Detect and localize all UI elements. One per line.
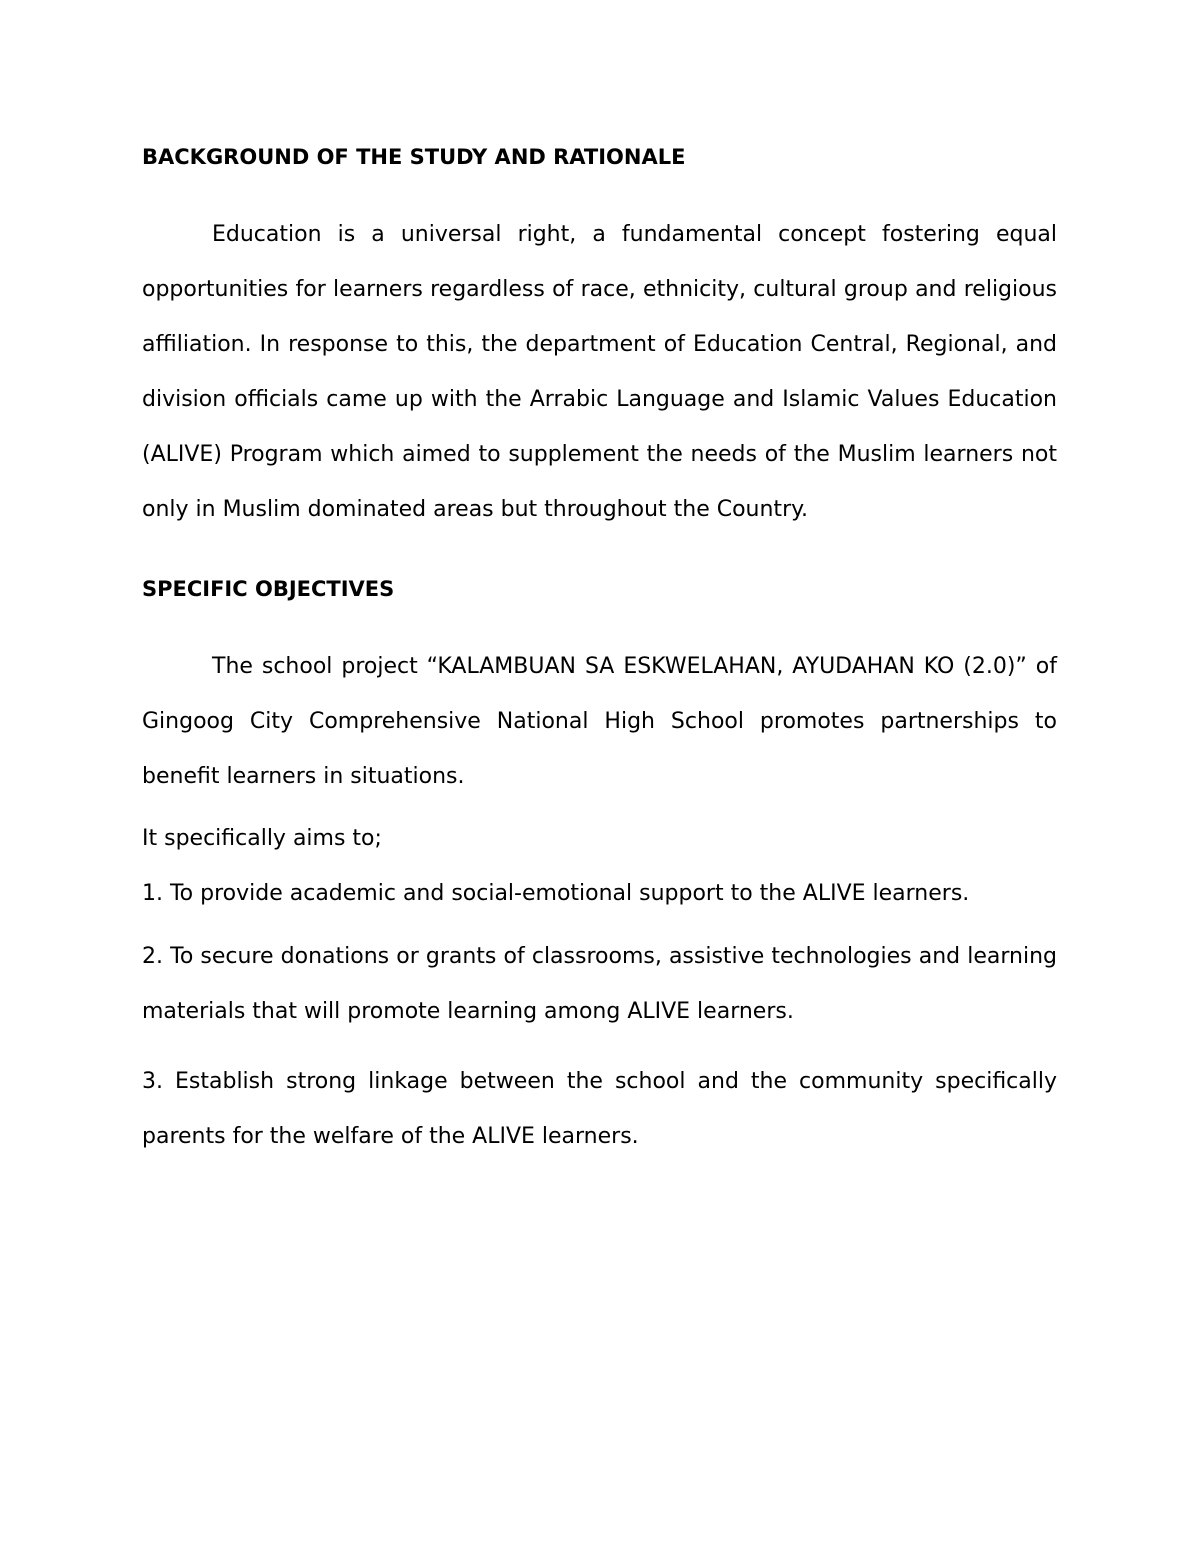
- objective-item-2: 2. To secure donations or grants of classrooms, assistive technologies and learning materials that will promote learning among ALIVE learners.: [142, 944, 1057, 1024]
- aims-intro: It specifically aims to;: [142, 826, 382, 851]
- document-page: [142, 137, 1057, 1164]
- objectives-heading: SPECIFIC OBJECTIVES: [142, 577, 395, 601]
- project-paragraph: The school project “KALAMBUAN SA ESKWELAHAN, AYUDAHAN KO (2.0)” of Gingoog City Comprehensive National High School promotes partnerships to benefit learners in situations.: [142, 654, 1057, 789]
- objective-item-3: 3. Establish strong linkage between the school and the community specifically parents for the welfare of the ALIVE learners.: [142, 1069, 1057, 1149]
- background-heading: BACKGROUND OF THE STUDY AND RATIONALE: [142, 145, 686, 169]
- objective-item-1: 1. To provide academic and social-emotional support to the ALIVE learners.: [142, 881, 970, 906]
- background-paragraph: Education is a universal right, a fundamental concept fostering equal opportunities for learners regardless of race, ethnicity, cultural group and religious affiliation. In response to this, the department of Education Central, Regional, and division officials came up with the Arrabic Language and Islamic Values Education (ALIVE) Program which aimed to supplement the needs of the Muslim learners not only in Muslim dominated areas but throughout the Country.: [142, 222, 1057, 522]
